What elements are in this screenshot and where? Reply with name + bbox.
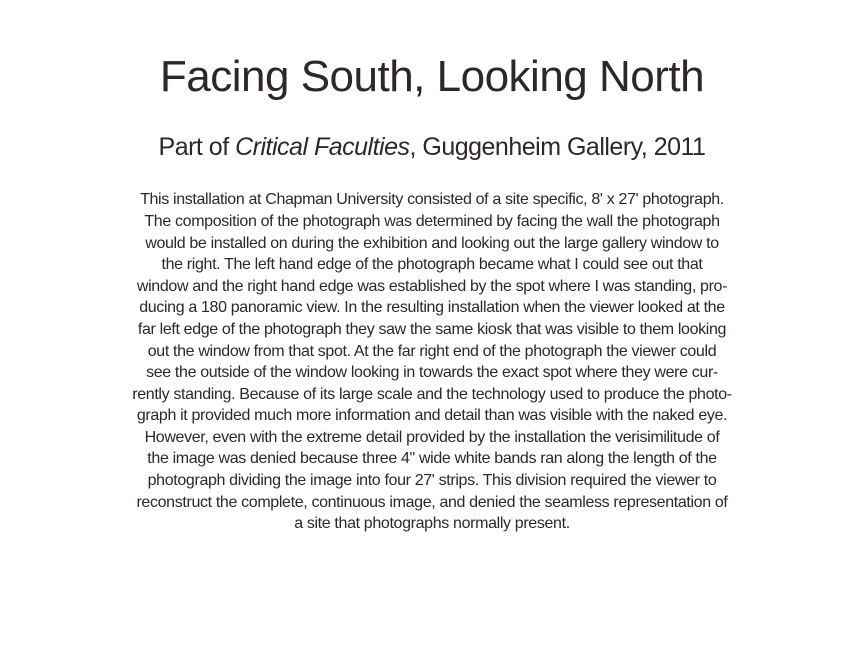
body-line: ducing a 180 panoramic view. In the resulting installation when the viewer looked at the: [139, 299, 725, 317]
page-title: Facing South, Looking North: [159, 52, 705, 101]
body-line: would be installed on during the exhibition and looking out the large gallery window to: [145, 234, 719, 252]
body-line: window and the right hand edge was established by the spot where I was standing, pro-: [136, 277, 728, 295]
body-line: graph it provided much more information and detail than was visible with the naked eye.: [136, 407, 728, 425]
subtitle-work-title: Critical Faculties: [235, 132, 410, 161]
body-text: [0, 189, 864, 535]
body-line: the image was denied because three 4" wide white bands ran along the length of the: [147, 450, 717, 468]
subtitle-prefix: Part of: [158, 132, 236, 161]
subtitle-suffix: , Guggenheim Gallery, 2011: [409, 132, 706, 161]
page-subtitle: [0, 133, 864, 162]
body-line: the right. The left hand edge of the photograph became what I could see out that: [161, 256, 703, 274]
body-line: This installation at Chapman University consisted of a site specific, 8' x 27' photograph.: [140, 191, 724, 209]
body-line: see the outside of the window looking in towards the exact spot where they were cur-: [146, 364, 718, 382]
body-line: However, even with the extreme detail provided by the installation the verisimilitude of: [144, 428, 720, 446]
body-line: out the window from that spot. At the far right end of the photograph the viewer could: [147, 342, 717, 360]
body-line: far left edge of the photograph they saw the same kiosk that was visible to them looking: [137, 320, 727, 338]
body-line: The composition of the photograph was determined by facing the wall the photograph: [144, 212, 720, 230]
body-line: a site that photographs normally present.: [294, 515, 570, 533]
body-line: photograph dividing the image into four 27' strips. This division required the viewer to: [147, 472, 717, 490]
body-line: rently standing. Because of its large scale and the technology used to produce the photo-: [132, 385, 732, 403]
body-line: reconstruct the complete, continuous image, and denied the seamless representation of: [136, 493, 728, 511]
